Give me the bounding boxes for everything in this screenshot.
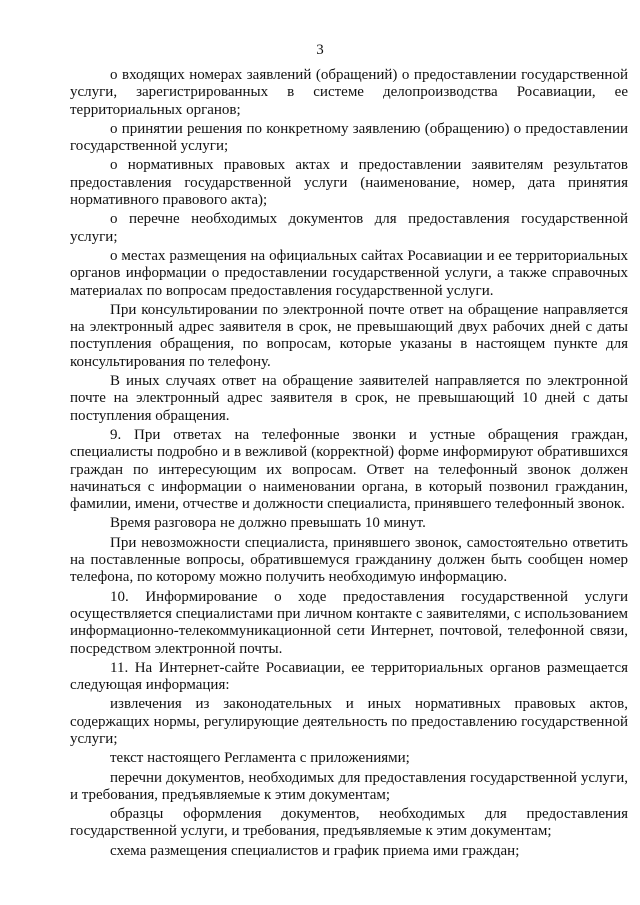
paragraph-documents-list: о перечне необходимых документов для предоставления государственной услуги; xyxy=(70,211,628,245)
paragraph-11-website-info: 11. На Интернет-сайте Росавиации, ее территориальных органов размещается следующая информация: xyxy=(70,659,628,694)
paragraph-official-sites: о местах размещения на официальных сайтах Росавиации и ее территориальных органов информации о предоставлении государственной услуги, а также справочных материалах по вопросам предоставления государственной услуги. xyxy=(70,247,628,299)
list-item-staff-schedule: схема размещения специалистов и график приема ими граждан; xyxy=(110,842,520,859)
paragraph-decision: о принятии решения по конкретному заявлению (обращению) о предоставлении государственной услуги; xyxy=(70,120,628,155)
paragraph-10-progress-info: 10. Информирование о ходе предоставления государственной услуги осуществляется специалистами при личном контакте с заявителями, с использованием информационно-телекоммуникационной сети Интернет, почтовой, телефонной связи, посредством электронной почты. xyxy=(70,588,628,657)
document-body xyxy=(70,67,628,860)
paragraph-other-cases: В иных случаях ответ на обращение заявителей направляется по электронной почте на электронный адрес заявителя в срок, не превышающий 10 дней с даты поступления обращения. xyxy=(70,373,628,424)
list-item-document-samples: образцы оформления документов, необходимых для предоставления государственной услуги, и требования, предъявляемые к этим документам; xyxy=(70,806,628,840)
paragraph-call-duration: Время разговора не должно превышать 10 минут. xyxy=(110,515,426,532)
list-item-regulation-text: текст настоящего Регламента с приложениями; xyxy=(110,750,410,767)
page-number: 3 xyxy=(316,42,324,58)
paragraph-incoming-numbers: о входящих номерах заявлений (обращений) о предоставлении государственной услуги, зарегистрированных в системе делопроизводства Росавиации, ее территориальных органов; xyxy=(70,67,628,118)
list-item-extracts: извлечения из законодательных и иных нормативных правовых актов, содержащих нормы, регулирующие деятельность по предоставлению государственной услуги; xyxy=(70,696,628,747)
paragraph-email-consulting: При консультировании по электронной почте ответ на обращение направляется на электронный адрес заявителя в срок, не превышающий двух рабочих дней с даты поступления обращения, по вопросам, которые указаны в настоящем пункте для консультирования по телефону. xyxy=(70,301,628,370)
paragraph-9-phone-calls: 9. При ответах на телефонные звонки и устные обращения граждан, специалисты подробно и в вежливой (корректной) форме информируют обратившихся граждан по интересующим их вопросам. Ответ на телефонный звонок должен начинаться с информации о наименовании органа, в который позвонил гражданин, фамилии, имени, отчестве и должности специалиста, принявшего телефонный звонок. xyxy=(70,426,628,513)
paragraph-redirect-number: При невозможности специалиста, принявшего звонок, самостоятельно ответить на поставленные вопросы, обратившемуся гражданину должен быть сообщен номер телефона, по которому можно получить необходимую информацию. xyxy=(70,534,628,586)
list-item-document-lists: перечни документов, необходимых для предоставления государственной услуги, и требования, предъявляемые к этим документам; xyxy=(70,769,628,803)
paragraph-legal-acts: о нормативных правовых актах и предоставлении заявителям результатов предоставления государственной услуги (наименование, номер, дата принятия нормативного правового акта); xyxy=(70,157,628,209)
